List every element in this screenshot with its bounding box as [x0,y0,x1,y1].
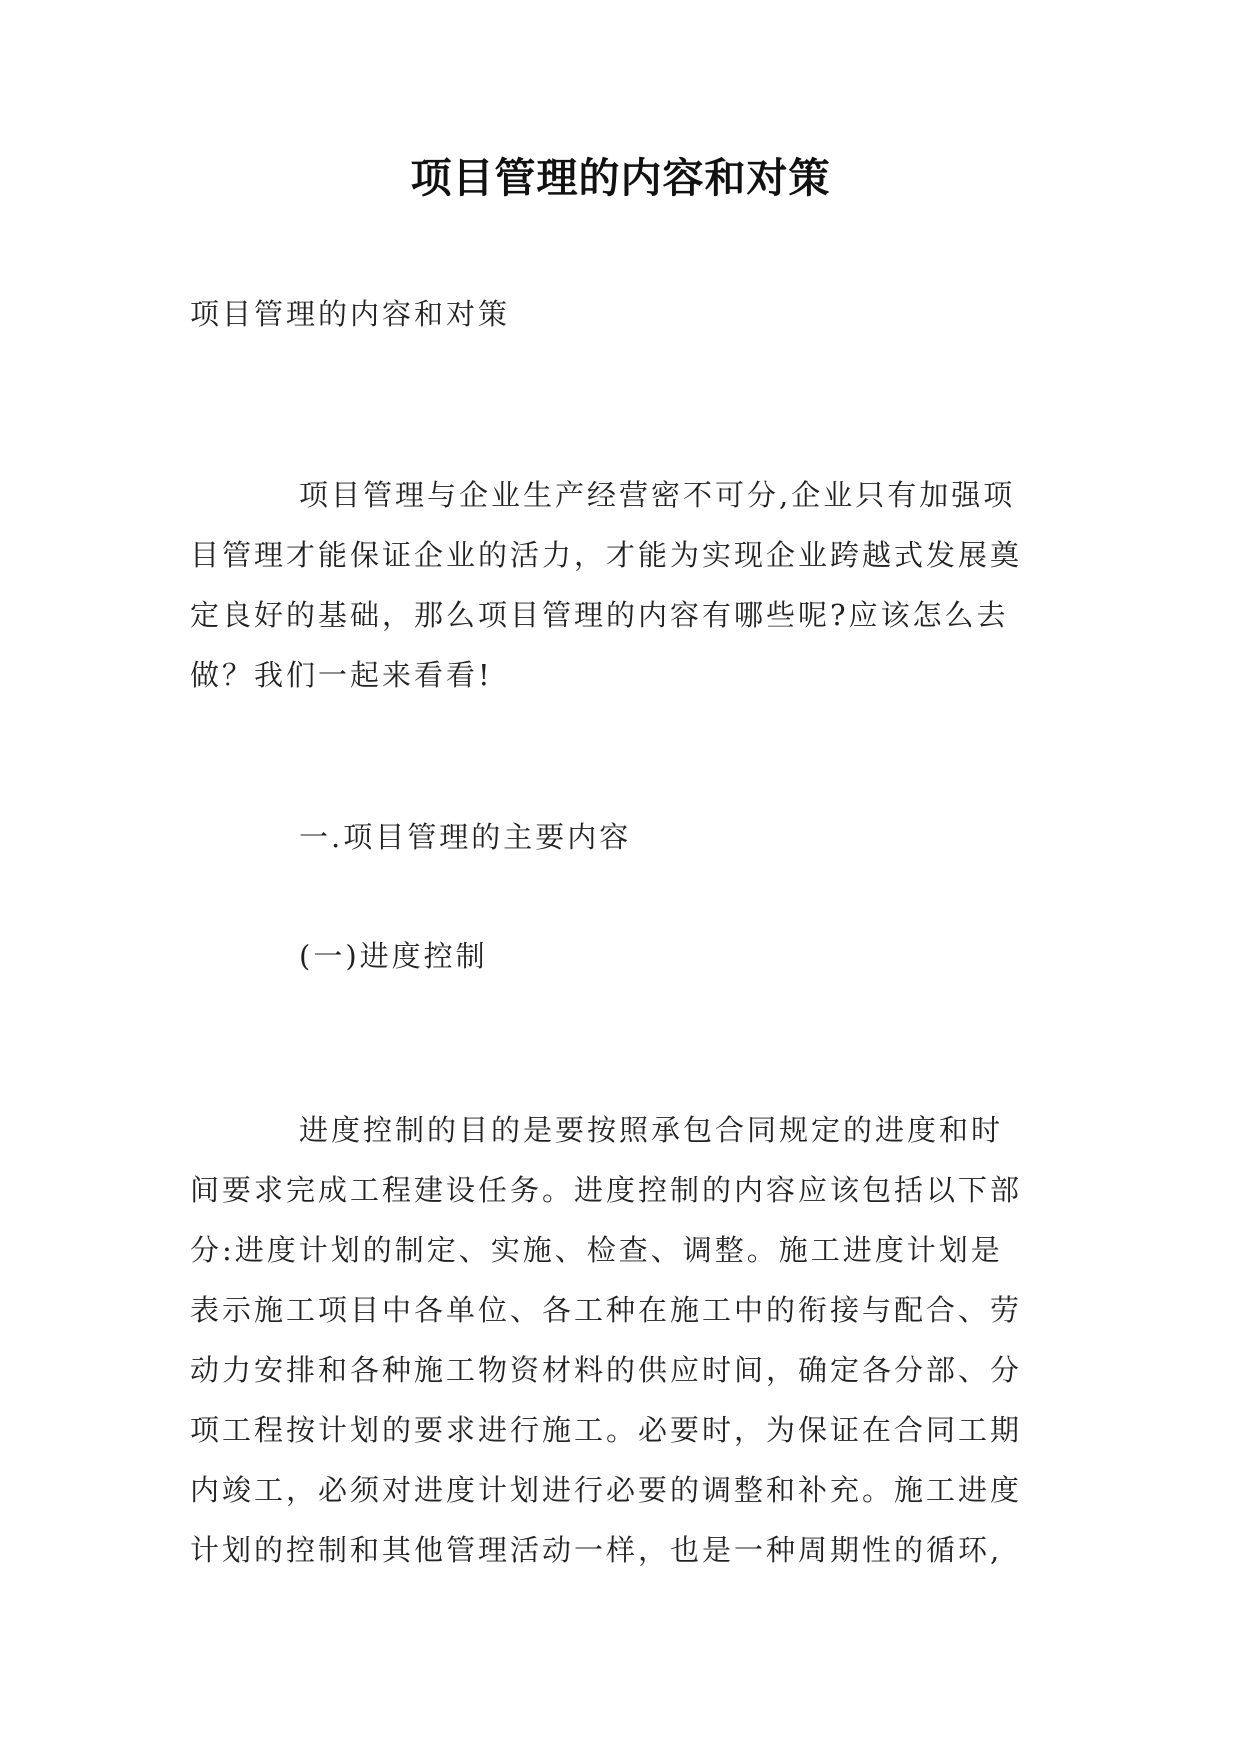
intro-paragraph [190,465,1060,705]
paragraph-line: 项工程按计划的要求进行施工。必要时，为保证在合同工期 [190,1413,1023,1447]
paragraph-line: 分:进度计划的制定、实施、检查、调整。施工进度计划是 [190,1233,1003,1267]
paragraph-line: 目管理才能保证企业的活力，才能为实现企业跨越式发展奠 [190,538,1023,572]
paragraph-line: 计划的控制和其他管理活动一样，也是一种周期性的循环, [190,1533,1003,1567]
paragraph-line: 项目管理与企业生产经营密不可分,企业只有加强项 [299,478,1016,512]
paragraph-line: 表示施工项目中各单位、各工种在施工中的衔接与配合、劳 [190,1293,1023,1327]
document-subtitle: 项目管理的内容和对策 [190,297,511,331]
paragraph-line: 定良好的基础，那么项目管理的内容有哪些呢?应该怎么去 [190,598,1009,632]
paragraph-line: 动力安排和各种施工物资材料的供应时间，确定各分部、分 [190,1353,1023,1387]
subsection-heading: (一)进度控制 [299,939,488,973]
paragraph-line: 做？我们一起来看看! [190,658,493,692]
paragraph-line: 内竣工，必须对进度计划进行必要的调整和补充。施工进度 [190,1473,1023,1507]
document-title: 项目管理的内容和对策 [410,154,831,202]
paragraph-line: 进度控制的目的是要按照承包合同规定的进度和时 [299,1113,1004,1147]
section-heading: 一.项目管理的主要内容 [299,820,632,854]
paragraph-line: 间要求完成工程建设任务。进度控制的内容应该包括以下部 [190,1173,1023,1207]
body-paragraph [190,1100,1060,1580]
